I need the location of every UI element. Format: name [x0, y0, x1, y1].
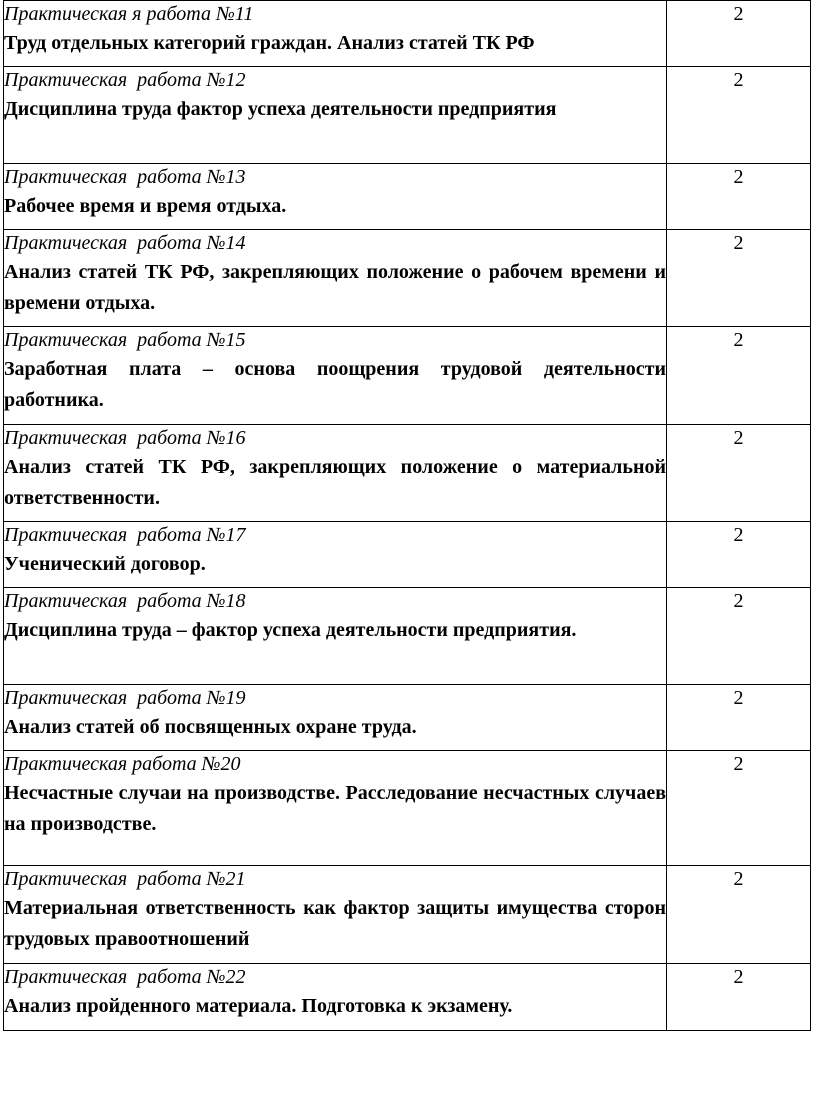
- work-subject: Анализ статей ТК РФ, закрепляющих положение о материальной ответственности.: [4, 456, 666, 509]
- topic-cell: [4, 522, 667, 588]
- topic-cell: [4, 327, 667, 425]
- work-subject: Дисциплина труда фактор успеха деятельности предприятия: [4, 98, 557, 120]
- table-row: [4, 751, 811, 866]
- work-subject: Анализ статей ТК РФ, закрепляющих положение о рабочем времени и времени отдыха.: [4, 261, 666, 314]
- work-title: Практическая работа №15: [4, 329, 246, 351]
- work-subject: Материальная ответственность как фактор защиты имущества сторон трудовых правоотношений: [4, 897, 666, 950]
- table-row: [4, 230, 811, 327]
- hours-cell: 2: [667, 964, 811, 1031]
- topic-cell: [4, 866, 667, 964]
- work-title: Практическая работа №17: [4, 524, 246, 546]
- hours-cell: 2: [667, 685, 811, 751]
- topic-cell: [4, 964, 667, 1031]
- topic-cell: [4, 588, 667, 685]
- table-row: [4, 522, 811, 588]
- work-subject: Ученический договор.: [4, 553, 206, 575]
- table-row: [4, 588, 811, 685]
- topic-cell: [4, 1, 667, 67]
- work-subject: Дисциплина труда – фактор успеха деятельности предприятия.: [4, 619, 577, 641]
- work-title: Практическая работа №22: [4, 966, 246, 988]
- hours-cell: 2: [667, 67, 811, 164]
- work-subject: Труд отдельных категорий граждан. Анализ статей ТК РФ: [4, 32, 535, 54]
- table-body: [4, 1, 811, 1031]
- work-title: Практическая я работа №11: [4, 3, 254, 25]
- work-title: Практическая работа №12: [4, 69, 246, 91]
- work-subject: Несчастные случаи на производстве. Расследование несчастных случаев на производстве.: [4, 782, 666, 835]
- table-row: [4, 327, 811, 425]
- topic-cell: [4, 67, 667, 164]
- hours-cell: 2: [667, 522, 811, 588]
- hours-cell: 2: [667, 164, 811, 230]
- work-subject: Рабочее время и время отдыха.: [4, 195, 287, 217]
- hours-cell: 2: [667, 425, 811, 522]
- practical-works-table: [3, 0, 811, 1031]
- work-title: Практическая работа №18: [4, 590, 246, 612]
- work-title: Практическая работа №21: [4, 868, 246, 890]
- work-title: Практическая работа №20: [4, 753, 241, 775]
- work-title: Практическая работа №14: [4, 232, 246, 254]
- topic-cell: [4, 230, 667, 327]
- work-title: Практическая работа №19: [4, 687, 246, 709]
- topic-cell: [4, 685, 667, 751]
- table-row: [4, 1, 811, 67]
- work-title: Практическая работа №13: [4, 166, 246, 188]
- work-title: Практическая работа №16: [4, 427, 246, 449]
- topic-cell: [4, 164, 667, 230]
- topic-cell: [4, 425, 667, 522]
- hours-cell: 2: [667, 866, 811, 964]
- topic-cell: [4, 751, 667, 866]
- hours-cell: 2: [667, 327, 811, 425]
- work-subject: Заработная плата – основа поощрения трудовой деятельности работника.: [4, 358, 666, 411]
- table-row: [4, 685, 811, 751]
- table-row: [4, 67, 811, 164]
- table-row: [4, 425, 811, 522]
- table-row: [4, 866, 811, 964]
- hours-cell: 2: [667, 230, 811, 327]
- hours-cell: 2: [667, 588, 811, 685]
- work-subject: Анализ пройденного материала. Подготовка к экзамену.: [4, 995, 513, 1017]
- hours-cell: 2: [667, 1, 811, 67]
- hours-cell: 2: [667, 751, 811, 866]
- table-row: [4, 964, 811, 1031]
- work-subject: Анализ статей об посвященных охране труда.: [4, 716, 417, 738]
- table-row: [4, 164, 811, 230]
